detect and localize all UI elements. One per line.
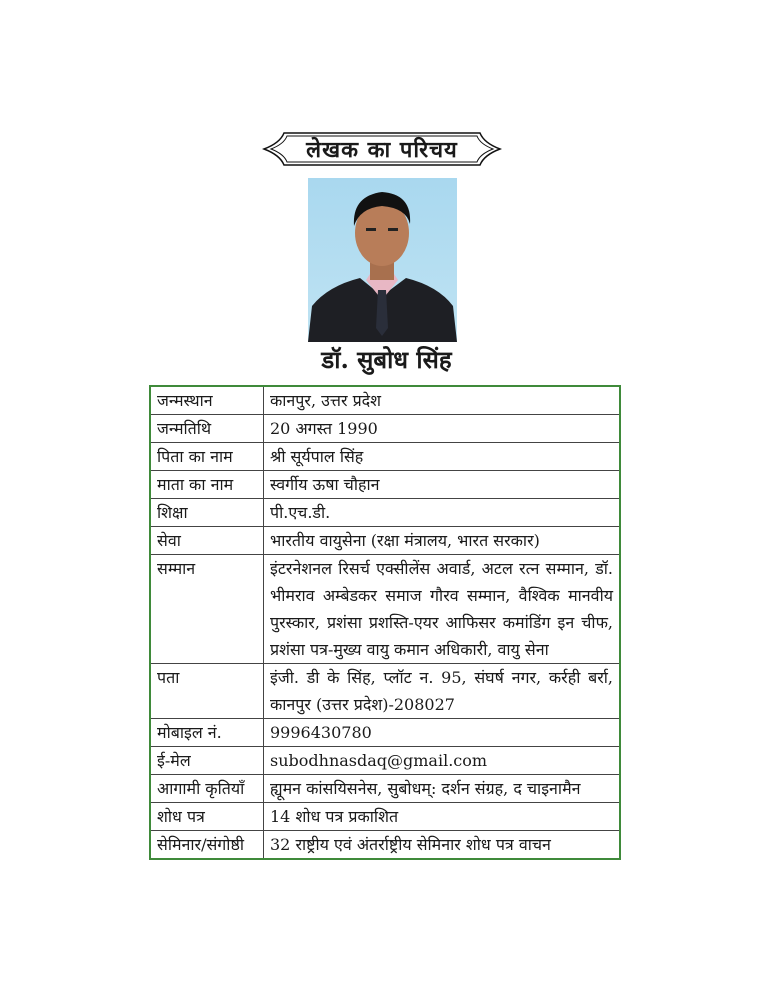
row-label: सेवा bbox=[150, 527, 264, 555]
table-row bbox=[150, 747, 620, 775]
row-value: श्री सूर्यपाल सिंह bbox=[264, 443, 621, 471]
row-label: शिक्षा bbox=[150, 499, 264, 527]
table-row bbox=[150, 386, 620, 415]
table-row bbox=[150, 664, 620, 719]
row-value: 9996430780 bbox=[264, 719, 621, 747]
row-value: 32 राष्ट्रीय एवं अंतर्राष्ट्रीय सेमिनार शोध पत्र वाचन bbox=[264, 831, 621, 860]
row-value: 14 शोध पत्र प्रकाशित bbox=[264, 803, 621, 831]
row-label: सेमिनार/संगोष्ठी bbox=[150, 831, 264, 860]
row-label: मोबाइल नं. bbox=[150, 719, 264, 747]
row-label: आगामी कृतियाँ bbox=[150, 775, 264, 803]
row-value: स्वर्गीय ऊषा चौहान bbox=[264, 471, 621, 499]
author-profile-table bbox=[149, 385, 621, 860]
row-label: ई-मेल bbox=[150, 747, 264, 775]
row-value: subodhnasdaq@gmail.com bbox=[264, 747, 621, 775]
row-value: इंजी. डी के सिंह, प्लॉट न. 95, संघर्ष नगर, कर्रही बर्रा, कानपुर (उत्तर प्रदेश)-208027 bbox=[264, 664, 621, 719]
row-label: माता का नाम bbox=[150, 471, 264, 499]
row-value: 20 अगस्त 1990 bbox=[264, 415, 621, 443]
table-row bbox=[150, 443, 620, 471]
table-row bbox=[150, 527, 620, 555]
row-value: इंटरनेशनल रिसर्च एक्सीलेंस अवार्ड, अटल रत्न सम्मान, डॉ. भीमराव अम्बेडकर समाज गौरव सम्मान, वैश्विक मानवीय पुरस्कार, प्रशंसा प्रशस्ति-एयर आफिसर कमांडिंग इन चीफ, प्रशंसा पत्र-मुख्य वायु कमान अधिकारी, वायु सेना bbox=[264, 555, 621, 664]
table-row bbox=[150, 415, 620, 443]
table-row bbox=[150, 719, 620, 747]
heading-banner bbox=[262, 131, 502, 167]
table-row bbox=[150, 555, 620, 664]
row-value: कानपुर, उत्तर प्रदेश bbox=[264, 386, 621, 415]
row-label: शोध पत्र bbox=[150, 803, 264, 831]
row-value: पी.एच.डी. bbox=[264, 499, 621, 527]
author-name: डॉ. सुबोध सिंह bbox=[321, 345, 452, 374]
author-photo bbox=[308, 178, 457, 342]
row-value: ह्यूमन कांसयिसनेस, सुबोधम्: दर्शन संग्रह, द चाइनामैन bbox=[264, 775, 621, 803]
row-value: भारतीय वायुसेना (रक्षा मंत्रालय, भारत सरकार) bbox=[264, 527, 621, 555]
table-row bbox=[150, 775, 620, 803]
row-label: सम्मान bbox=[150, 555, 264, 664]
table-row bbox=[150, 803, 620, 831]
row-label: जन्मतिथि bbox=[150, 415, 264, 443]
table-row bbox=[150, 499, 620, 527]
table-row bbox=[150, 471, 620, 499]
table-row bbox=[150, 831, 620, 860]
row-label: पिता का नाम bbox=[150, 443, 264, 471]
page-heading: लेखक का परिचय bbox=[306, 137, 458, 163]
row-label: पता bbox=[150, 664, 264, 719]
row-label: जन्मस्थान bbox=[150, 386, 264, 415]
